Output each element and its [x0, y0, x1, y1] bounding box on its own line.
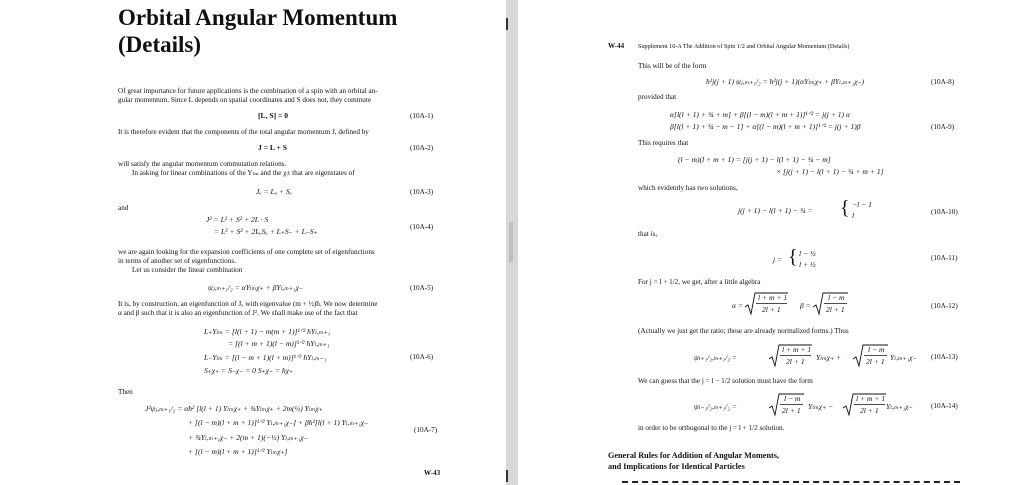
section-heading-line-2: and Implications for Identical Particles [608, 462, 745, 471]
beta-numerator: l − m [828, 293, 845, 302]
equation-10a-1: [L, S] = 0 [258, 111, 289, 120]
page-gutter [506, 0, 518, 485]
equation-10a-11-case-1: l − ½ [799, 249, 816, 258]
text-normalized: (Actually we just get the ratio; these are already normalized forms.) Thus [638, 327, 849, 335]
equation-10a-11-lhs: j = [773, 255, 783, 264]
psi-plus-numerator-1: l + m + 1 [782, 345, 812, 354]
equation-10a-10-case-1: −l − 1 [852, 200, 872, 209]
header-page-number: W-44 [608, 42, 625, 50]
equation-10a-7-line-3: + ¾Yₗ,ₘ₊₁χ₋ + 2(m + 1)(−½) Yₗ,ₘ₊₁χ₋ [188, 433, 308, 442]
word-and: and [118, 204, 129, 212]
equation-10a-10-case-2: l [852, 211, 855, 220]
equation-number: (10A-10) [931, 208, 958, 216]
psi-plus-label: ψₗ₊₁/₂,ₘ₊₁/₂ = [694, 353, 737, 362]
page-title-details: (Details) [118, 32, 202, 57]
equation-10a-6-line-2: = [(l + m + 1)(l − m)]¹ᐟ² ħYₗ,ₘ₊₁ [228, 339, 330, 348]
brace-icon: { [840, 197, 850, 219]
paragraph-construction-1: It is, by construction, an eigenfunction of Jᵤ with eigenvalue (m + ½)ħ. We now determine [118, 300, 378, 308]
psi-minus-numerator-2: l + m + 1 [856, 394, 886, 403]
equation-number: (10A-14) [931, 402, 958, 410]
equation-number: (10A-12) [931, 302, 958, 310]
text-provided: provided that [638, 93, 677, 101]
psi-plus-denominator-2: 2l + 1 [866, 357, 885, 366]
equation-number: (10A-4) [410, 223, 434, 231]
equation-10a-4-line-2: = L² + S² + 2LᵤSᵤ + L₊S₋ + L₋S₊ [214, 227, 318, 236]
psi-minus-label: ψₗ₋₁/₂,ₘ₊₁/₂ = [694, 402, 737, 411]
brace-icon: { [788, 246, 798, 268]
equation-number: (10A-1) [410, 112, 434, 120]
paragraph-expansion-1: we are again looking for the expansion coefficients of one complete set of eigenfunctions [118, 248, 375, 256]
scrollbar-thumb[interactable] [509, 222, 513, 262]
equation-10a-5: ψⱼ,ₘ₊₁/₂ = αYₗₘχ₊ + βYₗ,ₘ₊₁χ₋ [208, 283, 303, 292]
beta-denominator: 2l + 1 [826, 305, 845, 314]
equation-number: (10A-9) [931, 123, 955, 131]
equation-10a-3: Jᵤ = Lᵤ + Sᵤ [256, 187, 292, 196]
beta-label: β = [800, 301, 811, 310]
equation-10a-9-line-1: α[l(l + 1) + ¾ + m] + β[(l − m)(l + m + 1)]¹ᐟ² = j(j + 1) α [670, 110, 850, 119]
equation-number: (10A-8) [931, 78, 955, 86]
paragraph-commutation-1: will satisfy the angular momentum commutation relations. [118, 160, 287, 168]
psi-plus-term-2: Yₗ,ₘ₊₁χ₋ [890, 353, 917, 362]
alpha-label: α = [732, 301, 744, 310]
equation-number: (10A-7) [414, 426, 438, 434]
equation-number: (10A-11) [931, 254, 958, 262]
running-header: Supplement 10-A The Addition of Spin 1/2 and Orbital Angular Momentum (Details) [638, 43, 850, 50]
equation-number: (10A-6) [410, 353, 434, 361]
equation-number: (10A-3) [410, 188, 434, 196]
equation-number: (10A-13) [931, 353, 958, 361]
psi-minus-denominator-2: 2l + 1 [860, 406, 879, 415]
clipped-text-line [622, 481, 960, 483]
alpha-numerator: l + m + 1 [758, 293, 788, 302]
text-guess: We can guess that the j = l − 1/2 solution must have the form [638, 377, 813, 385]
equation-10a-10-lhs: j(j + 1) − l(l + 1) − ¾ = [738, 206, 813, 215]
equation-10a-6-line-3: L₋Yₗₘ = [(l − m + 1)(l + m)]¹ᐟ² ħYₗ,ₘ₋₁ [204, 353, 327, 362]
text-for-j: For j = l + 1/2, we get, after a little algebra [638, 278, 761, 286]
paragraph-intro-1: Of great importance for future applications is the combination of a spin with an orbital an- [118, 87, 378, 95]
equation-10a-2: J = L + S [258, 143, 287, 152]
text-two-solutions: which evidently has two solutions, [638, 184, 738, 192]
page-number: W-43 [424, 469, 441, 477]
equation-10a-11-case-2: l + ½ [799, 260, 816, 269]
equation-10a-9-line-2: β[l(l + 1) + ¾ − m − 1] + α[(l − m)(l + m + 1)]¹ᐟ² = j(j + 1)β [670, 122, 861, 131]
equation-10a-6-line-4: S₊χ₊ = S₋χ₋ = 0 S₊χ₋ = ħχ₊ [204, 366, 294, 375]
equation-10a-8: ħ²j(j + 1) ψⱼ,ₘ₊₁/₂ = ħ²j(j + 1)(αYₗₘχ₊ + βYₗ,ₘ₊₁χ₋) [706, 77, 865, 86]
text-form: This will be of the form [638, 62, 707, 70]
psi-plus-denominator-1: 2l + 1 [786, 357, 805, 366]
right-page [518, 0, 1024, 485]
paragraph-intro-2: gular momentum. Since L depends on spatial coordinates and S does not, they commute [118, 96, 372, 104]
section-heading: General Rules for Addition of Angular Moments, [608, 451, 779, 460]
psi-plus-numerator-2: l − m [868, 345, 885, 354]
equation-10a-6-line-1: L₊Yₗₘ = [l(l + 1) − m(m + 1)]¹ᐟ² ħYₗ,ₘ₊₁ [204, 327, 331, 336]
gutter-mark [506, 470, 508, 482]
psi-minus-term-1: Yₗₘχ₊ − [808, 402, 834, 411]
left-page [0, 0, 506, 485]
page-title: Orbital Angular Momentum [118, 5, 398, 30]
paragraph-total-momentum: It is therefore evident that the components of the total angular momentum J, defined by [118, 128, 369, 136]
alpha-denominator: 2l + 1 [762, 305, 781, 314]
paragraph-expansion-3: Let us consider the linear combination [132, 266, 243, 274]
equation-requirement-line-2: × [j(j + 1) − l(l + 1) − ¾ + m + 1] [776, 167, 884, 176]
paragraph-commutation-2: In asking for linear combinations of the Yₗₘ and the χ± that are eigenstates of [132, 169, 355, 177]
equation-10a-4-line-1: J² = L² + S² + 2L · S [206, 215, 269, 224]
text-orthogonal: in order to be orthogonal to the j = l + 1/2 solution. [638, 424, 785, 432]
psi-minus-denominator-1: 2l + 1 [782, 406, 801, 415]
psi-minus-numerator-1: l − m [784, 394, 801, 403]
paragraph-expansion-2: in terms of another set of eigenfunctions. [118, 257, 236, 265]
text-that-is: that is, [638, 230, 658, 238]
text-requires: This requires that [638, 139, 689, 147]
equation-10a-7-line-1: J²ψⱼ,ₘ₊₁/₂ = αħ² [l(l + 1) Yₗₘχ₊ + ¾Yₗₘχ₊ + 2m(½) Yₗₘχ₊ [145, 404, 323, 413]
equation-number: (10A-2) [410, 144, 434, 152]
equation-number: (10A-5) [410, 284, 434, 292]
psi-plus-term-1: Yₗₘχ₊ + [816, 353, 842, 362]
equation-10a-7-line-4: + [(l − m)(l + m + 1)]¹ᐟ² Yₗₘχ₊] [188, 447, 288, 456]
paragraph-construction-2: α and β such that it is also an eigenfunction of J². We shall make use of the fact that [118, 309, 358, 317]
equation-requirement-line-1: (l − m)(l + m + 1) = [j(j + 1) − l(l + 1) − ¾ − m] [678, 155, 831, 164]
word-then: Then [118, 388, 133, 396]
psi-minus-term-2: Yₗ,ₘ₊₁χ₋ [886, 402, 913, 411]
gutter-mark [506, 18, 508, 30]
equation-10a-7-line-2: + [(l − m)(l + m + 1)]¹ᐟ² Yₗ,ₘ₊₁χ₋] + βħ²[l(l + 1) Yₗ,ₘ₊₁χ₋ [188, 418, 369, 427]
